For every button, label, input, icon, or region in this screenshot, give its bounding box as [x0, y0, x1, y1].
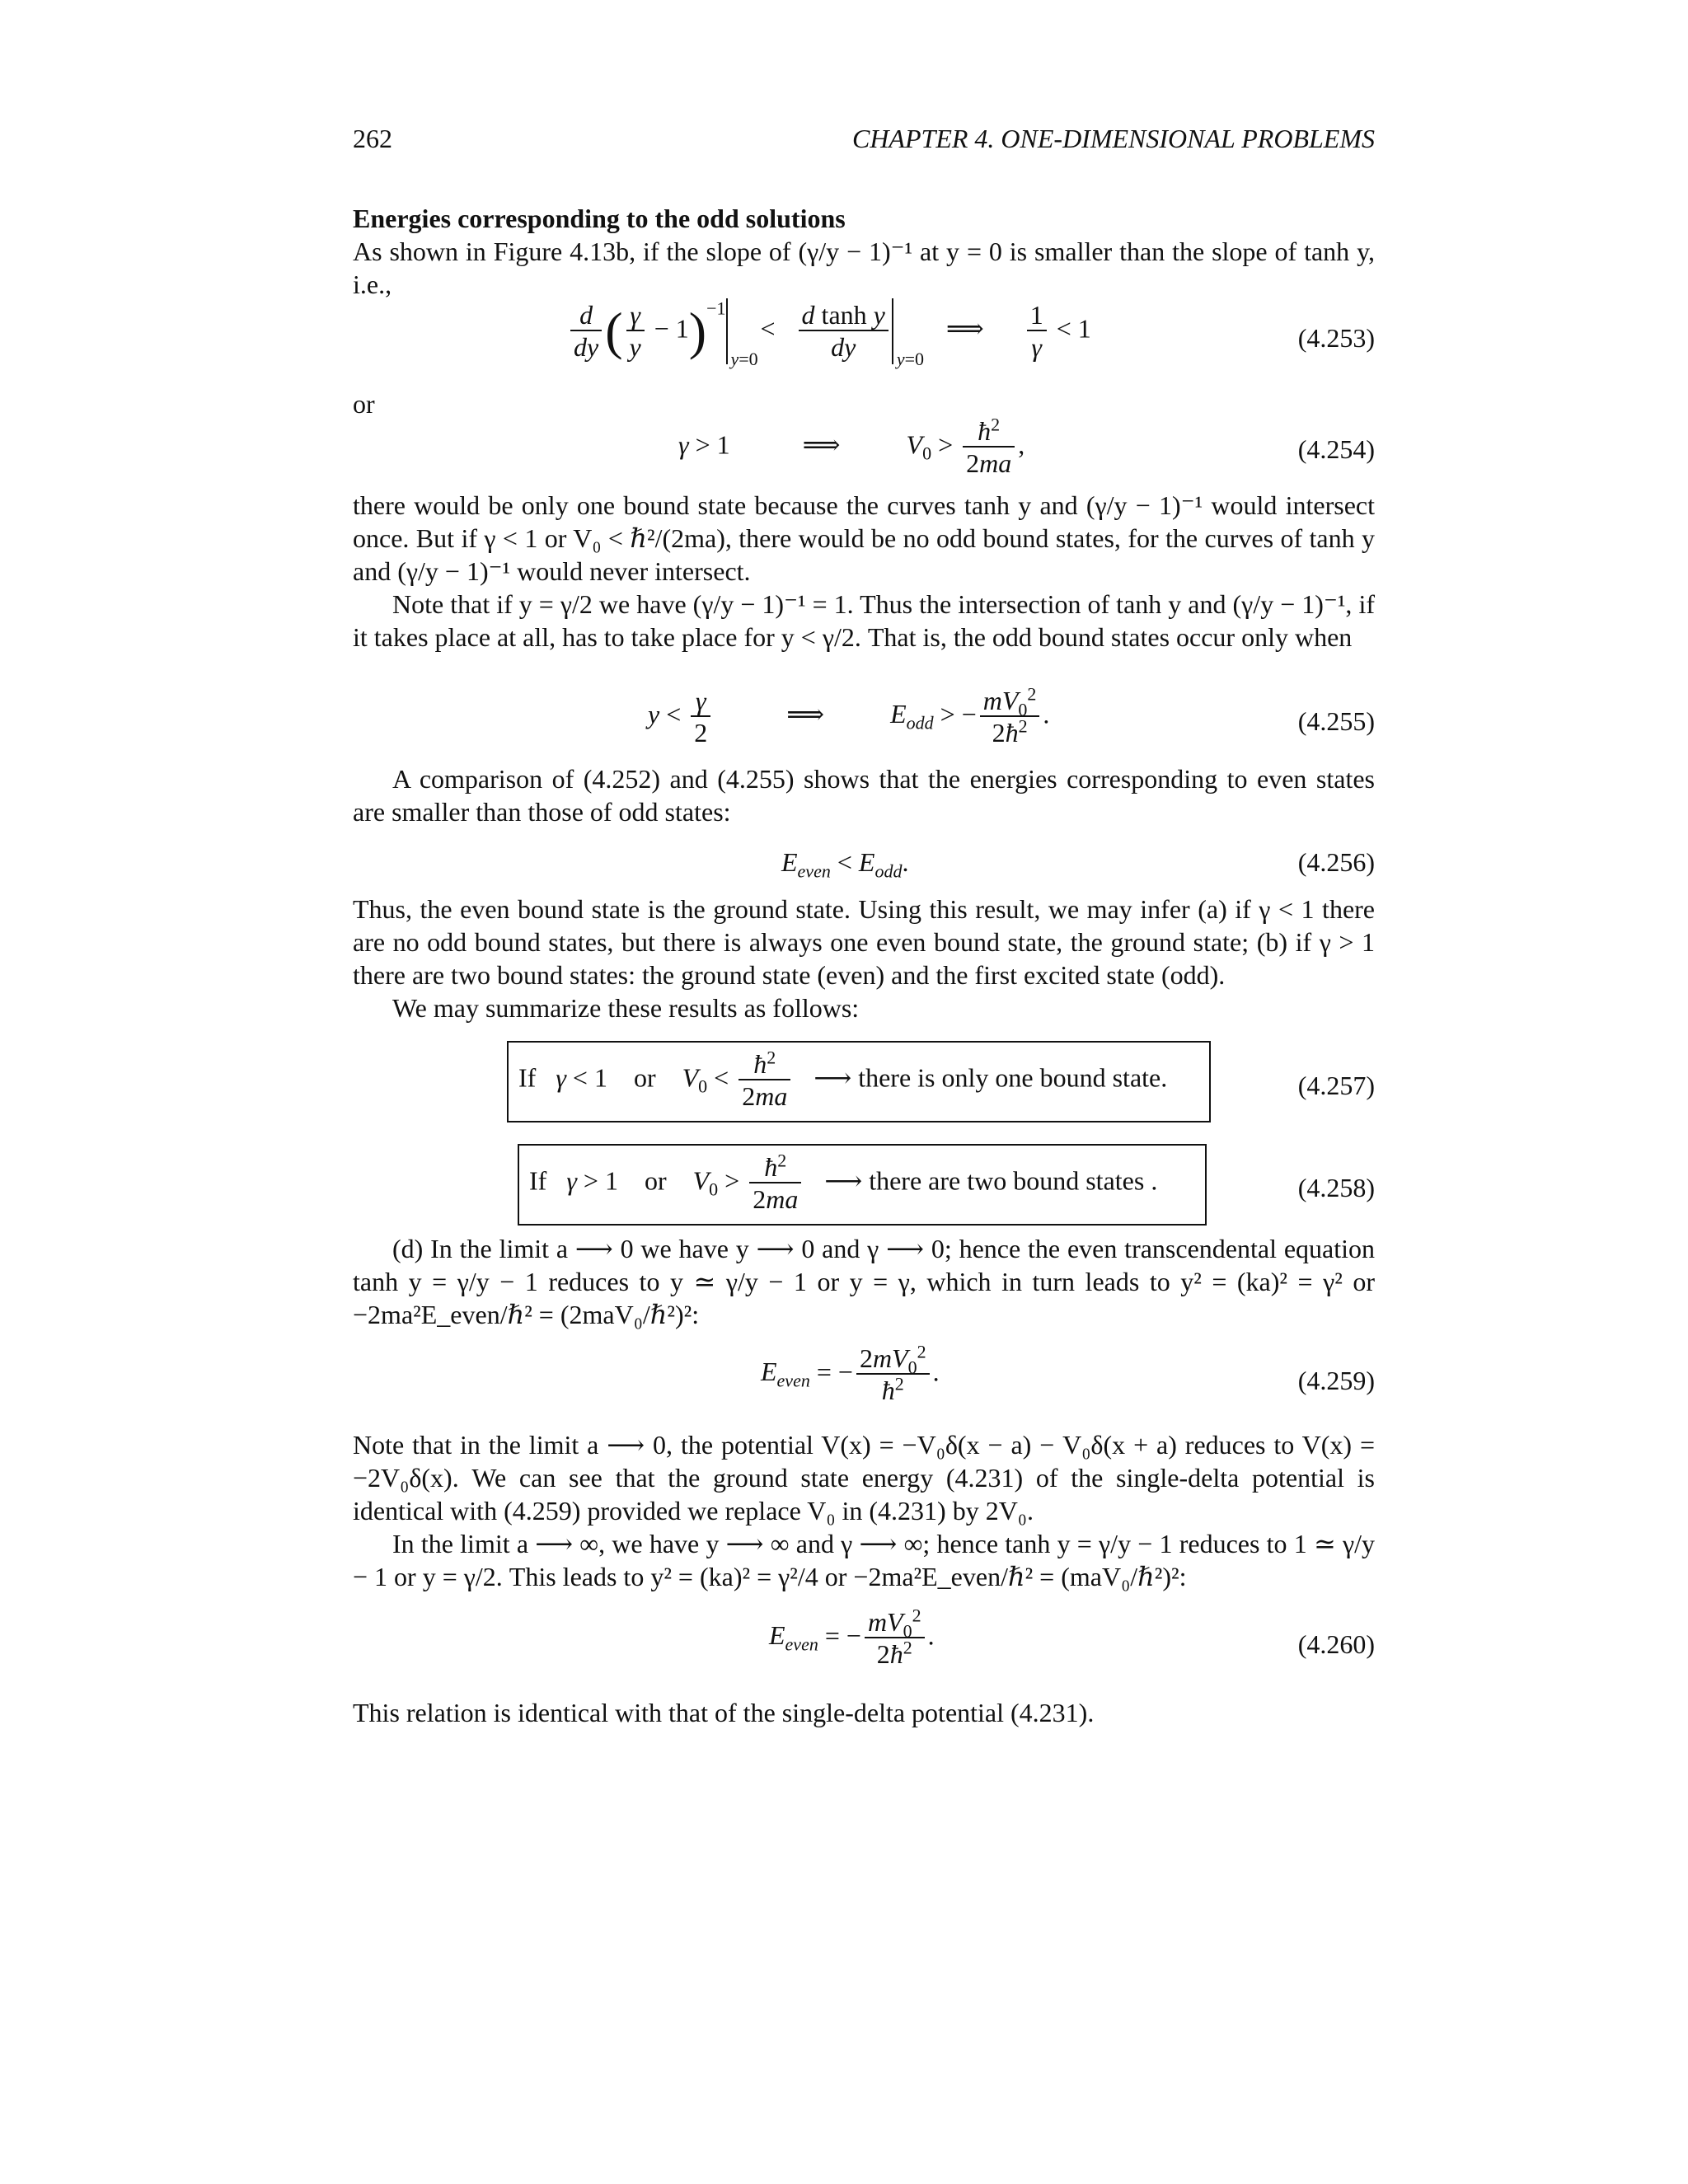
- paragraph-3: Note that if y = γ/2 we have (γ/y − 1)⁻¹ = 1. Thus the intersection of tanh y and (γ/y − 1)⁻¹, if it takes place at all, has to take place for y < γ/2. That is, the odd bound states occur only when: [353, 589, 1375, 652]
- paragraph-5: Thus, the even bound state is the ground state. Using this result, we may infer (a) if γ < 1 there are no odd bound states, but there is always one even bound state, the ground state; (b) if γ > 1 there are two bound states: the ground state (even) and the first excited state (odd).: [353, 894, 1375, 990]
- equation-4-254: γ > 1 ⟹ $V_0$ > $\frac{ħ^2}{2ma}$ ,: [678, 414, 1025, 478]
- paragraph-6: We may summarize these results as follows:: [392, 993, 860, 1023]
- or-text: or: [353, 389, 375, 419]
- paragraph-10: This relation is identical with that of the single-delta potential (4.231).: [353, 1698, 1095, 1727]
- equation-number: (4.255): [1297, 706, 1375, 736]
- paragraph-7: (d) In the limit a ⟶ 0 we have y ⟶ 0 and γ ⟶ 0; hence the even transcendental equation tanh y = γ/y − 1 reduces to y ≃ γ/y − 1 or y = γ, which in turn leads to y² = (ka)² = γ² or −2ma²E_even/ℏ² = (2maV₀/ℏ²)²:: [353, 1234, 1375, 1329]
- equation-number: (4.257): [1297, 1071, 1375, 1100]
- paragraph-4: A comparison of (4.252) and (4.255) shows that the energies corresponding to even states are smaller than those of odd states:: [353, 764, 1375, 827]
- chapter-title: CHAPTER 4. ONE-DIMENSIONAL PROBLEMS: [851, 124, 1375, 153]
- paragraph-2: there would be only one bound state because the curves tanh y and (γ/y − 1)⁻¹ would intersect once. But if γ < 1 or V₀ < ℏ²/(2ma), there would be no odd bound states, for the curves of tanh y and (γ/y − 1)⁻¹ would never intersect.: [353, 490, 1375, 586]
- page-number: 262: [353, 124, 392, 153]
- section-heading: Energies corresponding to the odd solutions: [353, 204, 846, 233]
- equation-number: (4.260): [1297, 1629, 1375, 1659]
- paragraph-1: As shown in Figure 4.13b, if the slope of (γ/y − 1)⁻¹ at y = 0 is smaller than the slope of tanh y, i.e.,: [353, 237, 1375, 299]
- box-257-text: there is only one bound state.: [858, 1062, 1168, 1093]
- boxed-equation-4-257: If γ < 1 or $V_0$ < $\frac{ħ^2}{2ma}$ ⟶ there is only one bound state.: [507, 1041, 1211, 1122]
- equation-4-260: $E_{even}$ = − $\frac{mV_0^2}{2ħ^2}$ .: [769, 1605, 935, 1669]
- box-258-text: there are two bound states .: [869, 1165, 1158, 1196]
- equation-4-253: $\frac{d}{dy}$ ( $\frac{\gamma}{y}$ − 1)$^{-1}$ y=0 < $\frac{\text{d tanh y}}{dy}$ y=0 ⟹ $\frac{1}{\gamma}$ < 1: [567, 298, 1091, 364]
- running-header: [353, 124, 1375, 160]
- equation-4-256: $E_{even} < E_{odd}$.: [781, 847, 909, 882]
- equation-4-259: $E_{even}$ = − $\frac{2mV_0^2}{ħ^2}$ .: [761, 1341, 940, 1405]
- boxed-equation-4-258: If γ > 1 or $V_0$ > $\frac{ħ^2}{2ma}$ ⟶ there are two bound states .: [518, 1144, 1207, 1226]
- equation-number: (4.258): [1297, 1173, 1375, 1202]
- equation-4-255: y < $\frac{\gamma}{2}$ ⟹ $E_{odd}$ > − $\frac{mV_0^2}{2ħ^2}$ .: [648, 683, 1050, 748]
- paragraph-9: In the limit a ⟶ ∞, we have y ⟶ ∞ and γ ⟶ ∞; hence tanh y = γ/y − 1 reduces to 1 ≃ γ/y − 1 or y = γ/2. This leads to y² = (ka)² = γ²/4 or −2ma²E_even/ℏ² = (maV₀/ℏ²)²:: [353, 1529, 1375, 1591]
- paragraph-8: Note that in the limit a ⟶ 0, the potential V(x) = −V₀δ(x − a) − V₀δ(x + a) reduces to V(x) = −2V₀δ(x). We can see that the ground state energy (4.231) of the single-delta potential is identical with (4.259) provided we replace V₀ in (4.231) by 2V₀.: [353, 1430, 1375, 1526]
- equation-number: (4.259): [1297, 1366, 1375, 1395]
- equation-number: (4.254): [1297, 434, 1375, 464]
- equation-number: (4.253): [1297, 323, 1375, 353]
- equation-number: (4.256): [1297, 847, 1375, 877]
